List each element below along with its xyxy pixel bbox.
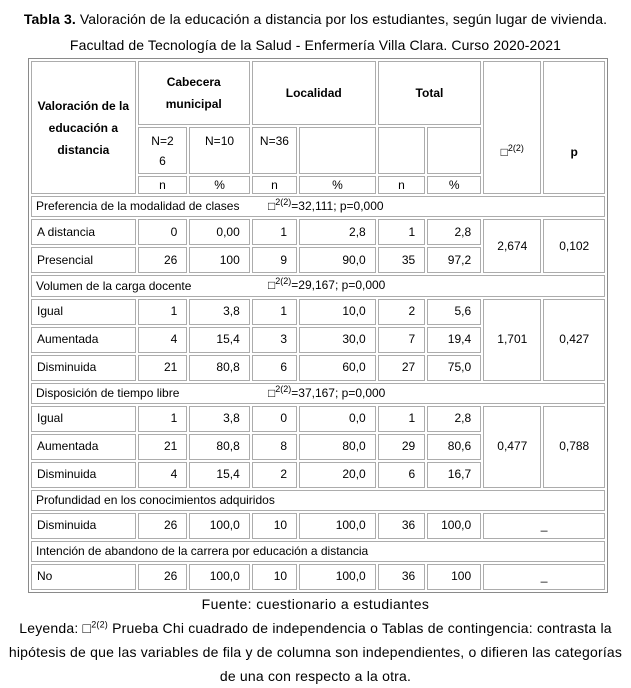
data-cell: 1: [378, 406, 425, 432]
section-header-cell: [31, 275, 605, 296]
data-cell: 1: [378, 219, 425, 245]
data-cell: 6: [378, 462, 425, 488]
section-header-profundidad: [31, 490, 605, 511]
data-cell: 1: [252, 219, 297, 245]
data-cell: 80,8: [189, 434, 249, 460]
data-cell: 3,8: [189, 299, 249, 325]
chi-square-superscript: 2(2): [275, 197, 292, 207]
subheader-n: n: [378, 176, 425, 194]
table-row: [31, 406, 605, 432]
data-cell: 36: [378, 564, 425, 590]
title-line1: [0, 6, 631, 32]
section-stat: [268, 278, 385, 292]
chi-square-value: 2,674: [483, 219, 541, 273]
data-cell: 75,0: [427, 355, 481, 381]
data-cell: 2,8: [427, 219, 481, 245]
data-cell: 100: [427, 564, 481, 590]
section-stat: [268, 199, 384, 213]
subheader-n: n: [138, 176, 188, 194]
section-header-cell: [31, 541, 605, 562]
subheader-pct: %: [189, 176, 249, 194]
row-category: Igual: [31, 299, 136, 325]
data-cell: 10: [252, 564, 297, 590]
n-cell-empty: [299, 127, 376, 174]
chi-square-superscript: 2(2): [91, 619, 109, 630]
subheader-n: n: [252, 176, 297, 194]
data-cell: 30,0: [299, 327, 376, 353]
section-header-intencion: [31, 541, 605, 562]
chi-square-symbol: □: [268, 385, 276, 400]
data-cell: 100,0: [189, 513, 249, 539]
source-line: Fuente: cuestionario a estudiantes: [201, 595, 430, 612]
legend-body: Prueba Chi cuadrado de independencia o Tablas de contingencia: contrasta la hipótesis de que las variables de fila y de columna son independientes, o difieren las categorías de una con respecto a la otra.: [8, 619, 623, 684]
data-cell: 100,0: [427, 513, 481, 539]
section-label: Intención de abandono de la carrera por educación a distancia: [36, 543, 369, 558]
data-cell: 20,0: [299, 462, 376, 488]
data-cell: 2,8: [299, 219, 376, 245]
n-cell-empty: [427, 127, 481, 174]
chi-square-value: 0,477: [483, 406, 541, 488]
title-label: Tabla 3.: [23, 11, 76, 27]
data-cell: 27: [378, 355, 425, 381]
data-cell: 0,00: [189, 219, 249, 245]
data-cell: 36: [378, 513, 425, 539]
chi-square-symbol: □: [268, 278, 276, 293]
data-cell: 15,4: [189, 462, 249, 488]
data-cell: 10,0: [299, 299, 376, 325]
p-value: 0,427: [543, 299, 605, 381]
header-cell-cabecera-municipal: Cabecera municipal: [138, 61, 250, 125]
data-cell: 90,0: [299, 247, 376, 273]
section-header-cell: [31, 383, 605, 404]
data-cell: 0: [252, 406, 297, 432]
row-category: A distancia: [31, 219, 136, 245]
data-cell: 100: [189, 247, 249, 273]
data-cell: 0: [138, 219, 188, 245]
chi-square-value: 1,701: [483, 299, 541, 381]
data-cell: 8: [252, 434, 297, 460]
data-cell: 0,0: [299, 406, 376, 432]
section-label: Profundidad en los conocimientos adquiridos: [36, 492, 275, 507]
subheader-pct: %: [427, 176, 481, 194]
chi-square-symbol: □: [500, 145, 508, 159]
row-category: Presencial: [31, 247, 136, 273]
data-cell: 5,6: [427, 299, 481, 325]
data-cell: 97,2: [427, 247, 481, 273]
n-cell-empty: [378, 127, 425, 174]
legend-prefix: Leyenda: □: [19, 619, 92, 636]
no-stat-dash: _: [483, 513, 605, 539]
data-cell: 6: [252, 355, 297, 381]
data-cell: 100,0: [299, 513, 376, 539]
data-cell: 80,6: [427, 434, 481, 460]
n-cell-localidad: N=10: [189, 127, 249, 174]
data-cell: 9: [252, 247, 297, 273]
row-category: Aumentada: [31, 434, 136, 460]
table-row: [31, 513, 605, 539]
section-header-disposicion: [31, 383, 605, 404]
chi-square-symbol: □: [268, 199, 276, 213]
chi-square-superscript: 2(2): [507, 143, 524, 153]
table-row: [31, 219, 605, 245]
row-category: Disminuida: [31, 355, 136, 381]
row-category: Igual: [31, 406, 136, 432]
subheader-pct: %: [299, 176, 376, 194]
n-value: N=26: [151, 134, 174, 168]
header-cell-localidad: Localidad: [252, 61, 376, 125]
p-value: 0,102: [543, 219, 605, 273]
table-row: [31, 564, 605, 590]
data-cell: 29: [378, 434, 425, 460]
section-header-preferencia: [31, 196, 605, 217]
title-text: Valoración de la educación a distancia por los estudiantes, según lugar de vivienda.: [75, 11, 608, 27]
row-category: Aumentada: [31, 327, 136, 353]
section-stat: [268, 383, 386, 400]
data-cell: 16,7: [427, 462, 481, 488]
data-cell: 26: [138, 247, 188, 273]
p-value: 0,788: [543, 406, 605, 488]
data-cell: 80,8: [189, 355, 249, 381]
legend-text: [0, 616, 631, 688]
table-title: [0, 0, 631, 58]
section-label: Preferencia de la modalidad de clases: [36, 199, 240, 214]
data-cell: 15,4: [189, 327, 249, 353]
title-line2: Facultad de Tecnología de la Salud - Enfermería Villa Clara. Curso 2020-2021: [69, 37, 562, 53]
data-cell: 21: [138, 355, 188, 381]
data-cell: 10: [252, 513, 297, 539]
stat-text: =32,111; p=0,000: [291, 199, 384, 213]
data-cell: 21: [138, 434, 188, 460]
data-cell: 2: [378, 299, 425, 325]
header-cell-total: Total: [378, 61, 481, 125]
data-cell: 4: [138, 462, 188, 488]
n-cell-cabecera: [138, 127, 188, 174]
statistics-table: [28, 58, 608, 593]
table-row: [31, 299, 605, 325]
data-cell: 7: [378, 327, 425, 353]
data-cell: 1: [138, 299, 188, 325]
data-cell: 26: [138, 513, 188, 539]
header-row-groups: [31, 61, 605, 125]
stat-text: =37,167; p=0,000: [291, 385, 386, 400]
data-cell: 26: [138, 564, 188, 590]
data-cell: 3: [252, 327, 297, 353]
data-cell: 1: [138, 406, 188, 432]
section-header-cell: [31, 196, 605, 217]
chi-square-superscript: 2(2): [275, 276, 292, 287]
chi-square-superscript: 2(2): [275, 383, 292, 394]
n-cell-total: N=36: [252, 127, 297, 174]
data-cell: 2,8: [427, 406, 481, 432]
row-category: Disminuida: [31, 513, 136, 539]
data-cell: 2: [252, 462, 297, 488]
header-cell-row-label: Valoración de la educación a distancia: [31, 61, 136, 194]
data-cell: 1: [252, 299, 297, 325]
data-cell: 3,8: [189, 406, 249, 432]
row-category: No: [31, 564, 136, 590]
section-header-cell: [31, 490, 605, 511]
row-category: Disminuida: [31, 462, 136, 488]
section-header-volumen: [31, 275, 605, 296]
data-cell: 60,0: [299, 355, 376, 381]
data-cell: 19,4: [427, 327, 481, 353]
data-cell: 100,0: [189, 564, 249, 590]
data-cell: 80,0: [299, 434, 376, 460]
header-cell-chi-square: [483, 61, 541, 194]
data-cell: 100,0: [299, 564, 376, 590]
header-cell-p: p: [543, 61, 605, 194]
data-cell: 35: [378, 247, 425, 273]
no-stat-dash: _: [483, 564, 605, 590]
stat-text: =29,167; p=0,000: [291, 278, 386, 293]
section-label: Volumen de la carga docente: [36, 278, 192, 293]
section-label: Disposición de tiempo libre: [36, 385, 180, 400]
data-cell: 4: [138, 327, 188, 353]
